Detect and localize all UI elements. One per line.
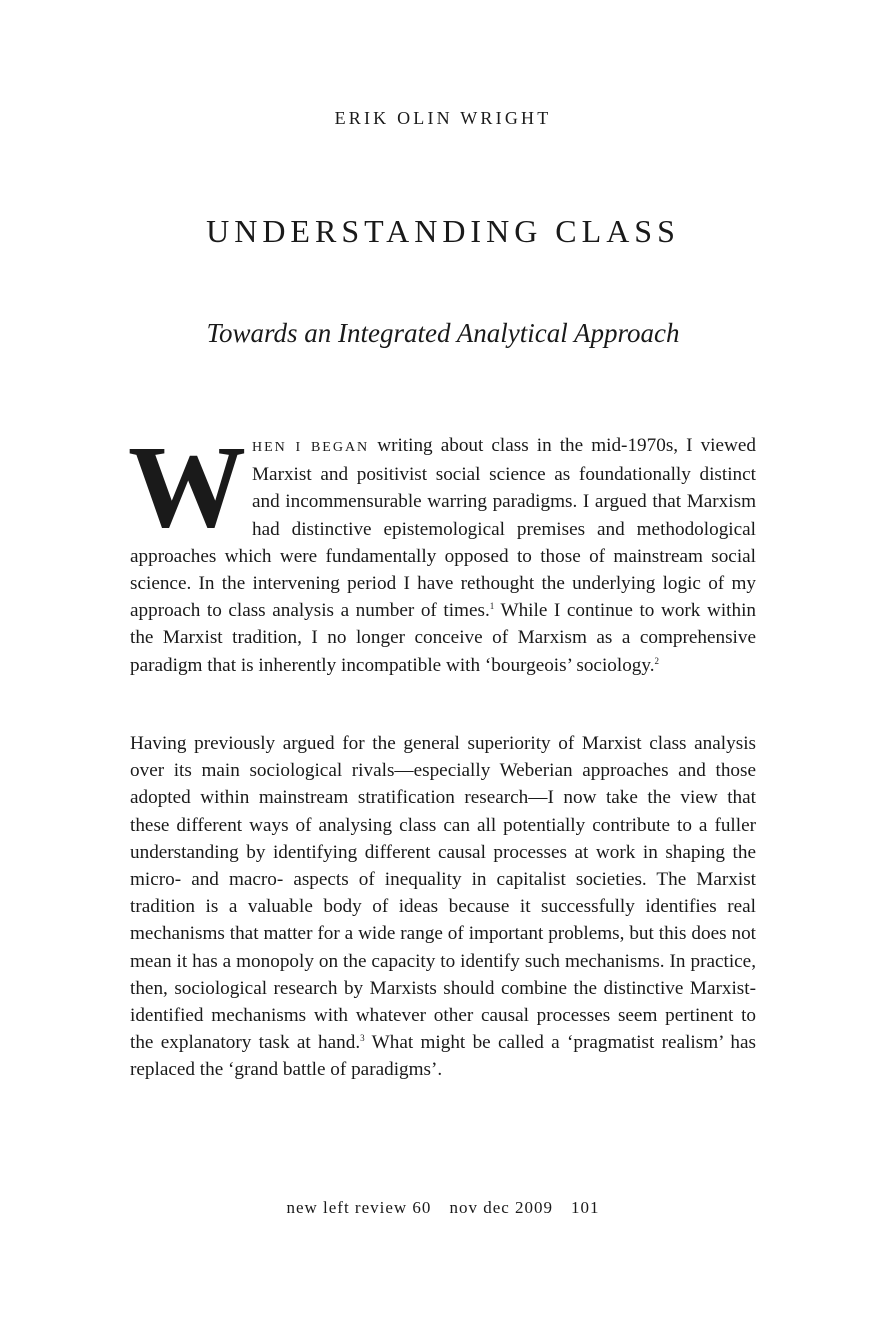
- author-name: ERIK OLIN WRIGHT: [334, 108, 552, 128]
- paragraph-2: [130, 730, 756, 1084]
- lead-smallcaps: HEN I BEGAN: [252, 440, 370, 455]
- footer-issue: nov dec 2009: [449, 1198, 554, 1217]
- paragraph-1-text-b: While I continue to work within the Marxist tradition, I no longer conceive of Marxism as a comprehensive paradigm that is inherently incompatible with ‘bourgeois’ sociology.: [130, 600, 756, 676]
- paragraph-1-text-a: writing about class in the mid-1970s, I viewed Marxist and positivist social science as foundationally distinct and incommensurable warring paradigms. I argued that Marxism had distinctive epistemological premises and methodological approaches which were fundamentally opposed to those of mainstream social science. In the intervening period I have rethought the underlying logic of my approach to class analysis a number of times.: [130, 435, 756, 622]
- drop-cap: W: [128, 421, 244, 552]
- footer-page-number: 101: [571, 1198, 600, 1217]
- footnote-ref-2[interactable]: 2: [654, 655, 660, 666]
- footer-journal: new left review 60: [286, 1198, 432, 1217]
- page-footer: [0, 1198, 886, 1218]
- article-subtitle: Towards an Integrated Analytical Approach: [206, 318, 680, 348]
- paragraph-1: [128, 421, 756, 679]
- article-title: UNDERSTANDING CLASS: [206, 213, 680, 249]
- footnote-ref-3[interactable]: 3: [360, 1033, 365, 1044]
- paragraph-2-text-b: What might be called a ‘pragmatist realism’ has replaced the ‘grand battle of paradigms’.: [130, 1032, 756, 1081]
- paragraph-2-text-a: Having previously argued for the general superiority of Marxist class analysis over its main sociological rivals—especially Weberian approaches and those adopted within mainstream stratification research—I now take the view that these different ways of analysing class can all potentially contribute to a fuller understanding by identifying different causal processes at work in shaping the micro- and macro- aspects of inequality in capitalist societies. The Marxist tradition is a valuable body of ideas because it successfully identifies real mechanisms that matter for a wide range of important problems, but this does not mean it has a monopoly on the capacity to identify such mechanisms. In practice, then, sociological research by Marxists should combine the distinctive Marxist-identified mechanisms with whatever other causal processes seem pertinent to the explanatory task at hand.: [130, 733, 756, 1054]
- footnote-ref-1[interactable]: 1: [489, 601, 495, 612]
